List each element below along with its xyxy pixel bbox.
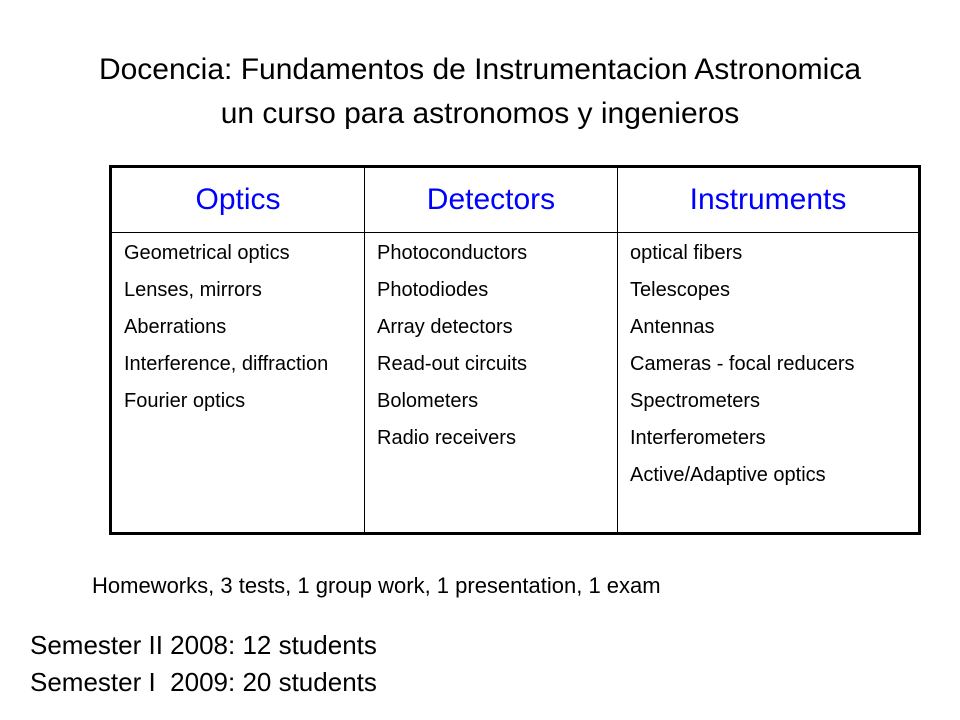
slide-title [0, 48, 960, 136]
header-detectors: Detectors [365, 167, 618, 233]
list-item: Geometrical optics [124, 242, 290, 264]
list-item: Active/Adaptive optics [630, 464, 826, 486]
list-item: Fourier optics [124, 390, 246, 412]
table-header-row [111, 167, 920, 233]
list-item: optical fibers [630, 242, 743, 264]
detectors-topics-cell [365, 233, 618, 534]
semester-line: Semester II 2008: 12 students [30, 630, 377, 660]
header-optics: Optics [111, 167, 365, 233]
semester-line: Semester I 2009: 20 students [30, 667, 377, 697]
list-item: Aberrations [124, 316, 227, 338]
optics-topics-cell [111, 233, 365, 534]
list-item: Photoconductors [377, 242, 528, 264]
list-item: Lenses, mirrors [124, 279, 262, 301]
list-item: Cameras - focal reducers [630, 353, 855, 375]
topics-table [109, 165, 921, 535]
list-item: Array detectors [377, 316, 513, 338]
list-item: Antennas [630, 316, 715, 338]
semester-enrollment [30, 627, 377, 701]
list-item: Photodiodes [377, 279, 489, 301]
instruments-topics-cell [618, 233, 920, 534]
list-item: Spectrometers [630, 390, 761, 412]
list-item: Bolometers [377, 390, 479, 412]
header-instruments: Instruments [618, 167, 920, 233]
title-line-2: un curso para astronomos y ingenieros [220, 97, 740, 130]
list-item: Read-out circuits [377, 353, 528, 375]
list-item: Interferometers [630, 427, 766, 449]
assessment-text: Homeworks, 3 tests, 1 group work, 1 presentation, 1 exam [92, 573, 661, 598]
list-item: Telescopes [630, 279, 731, 301]
list-item: Interference, diffraction [124, 353, 329, 375]
title-line-1: Docencia: Fundamentos de Instrumentacion Astronomica [98, 53, 862, 86]
table-body-row [111, 233, 920, 534]
list-item: Radio receivers [377, 427, 516, 449]
